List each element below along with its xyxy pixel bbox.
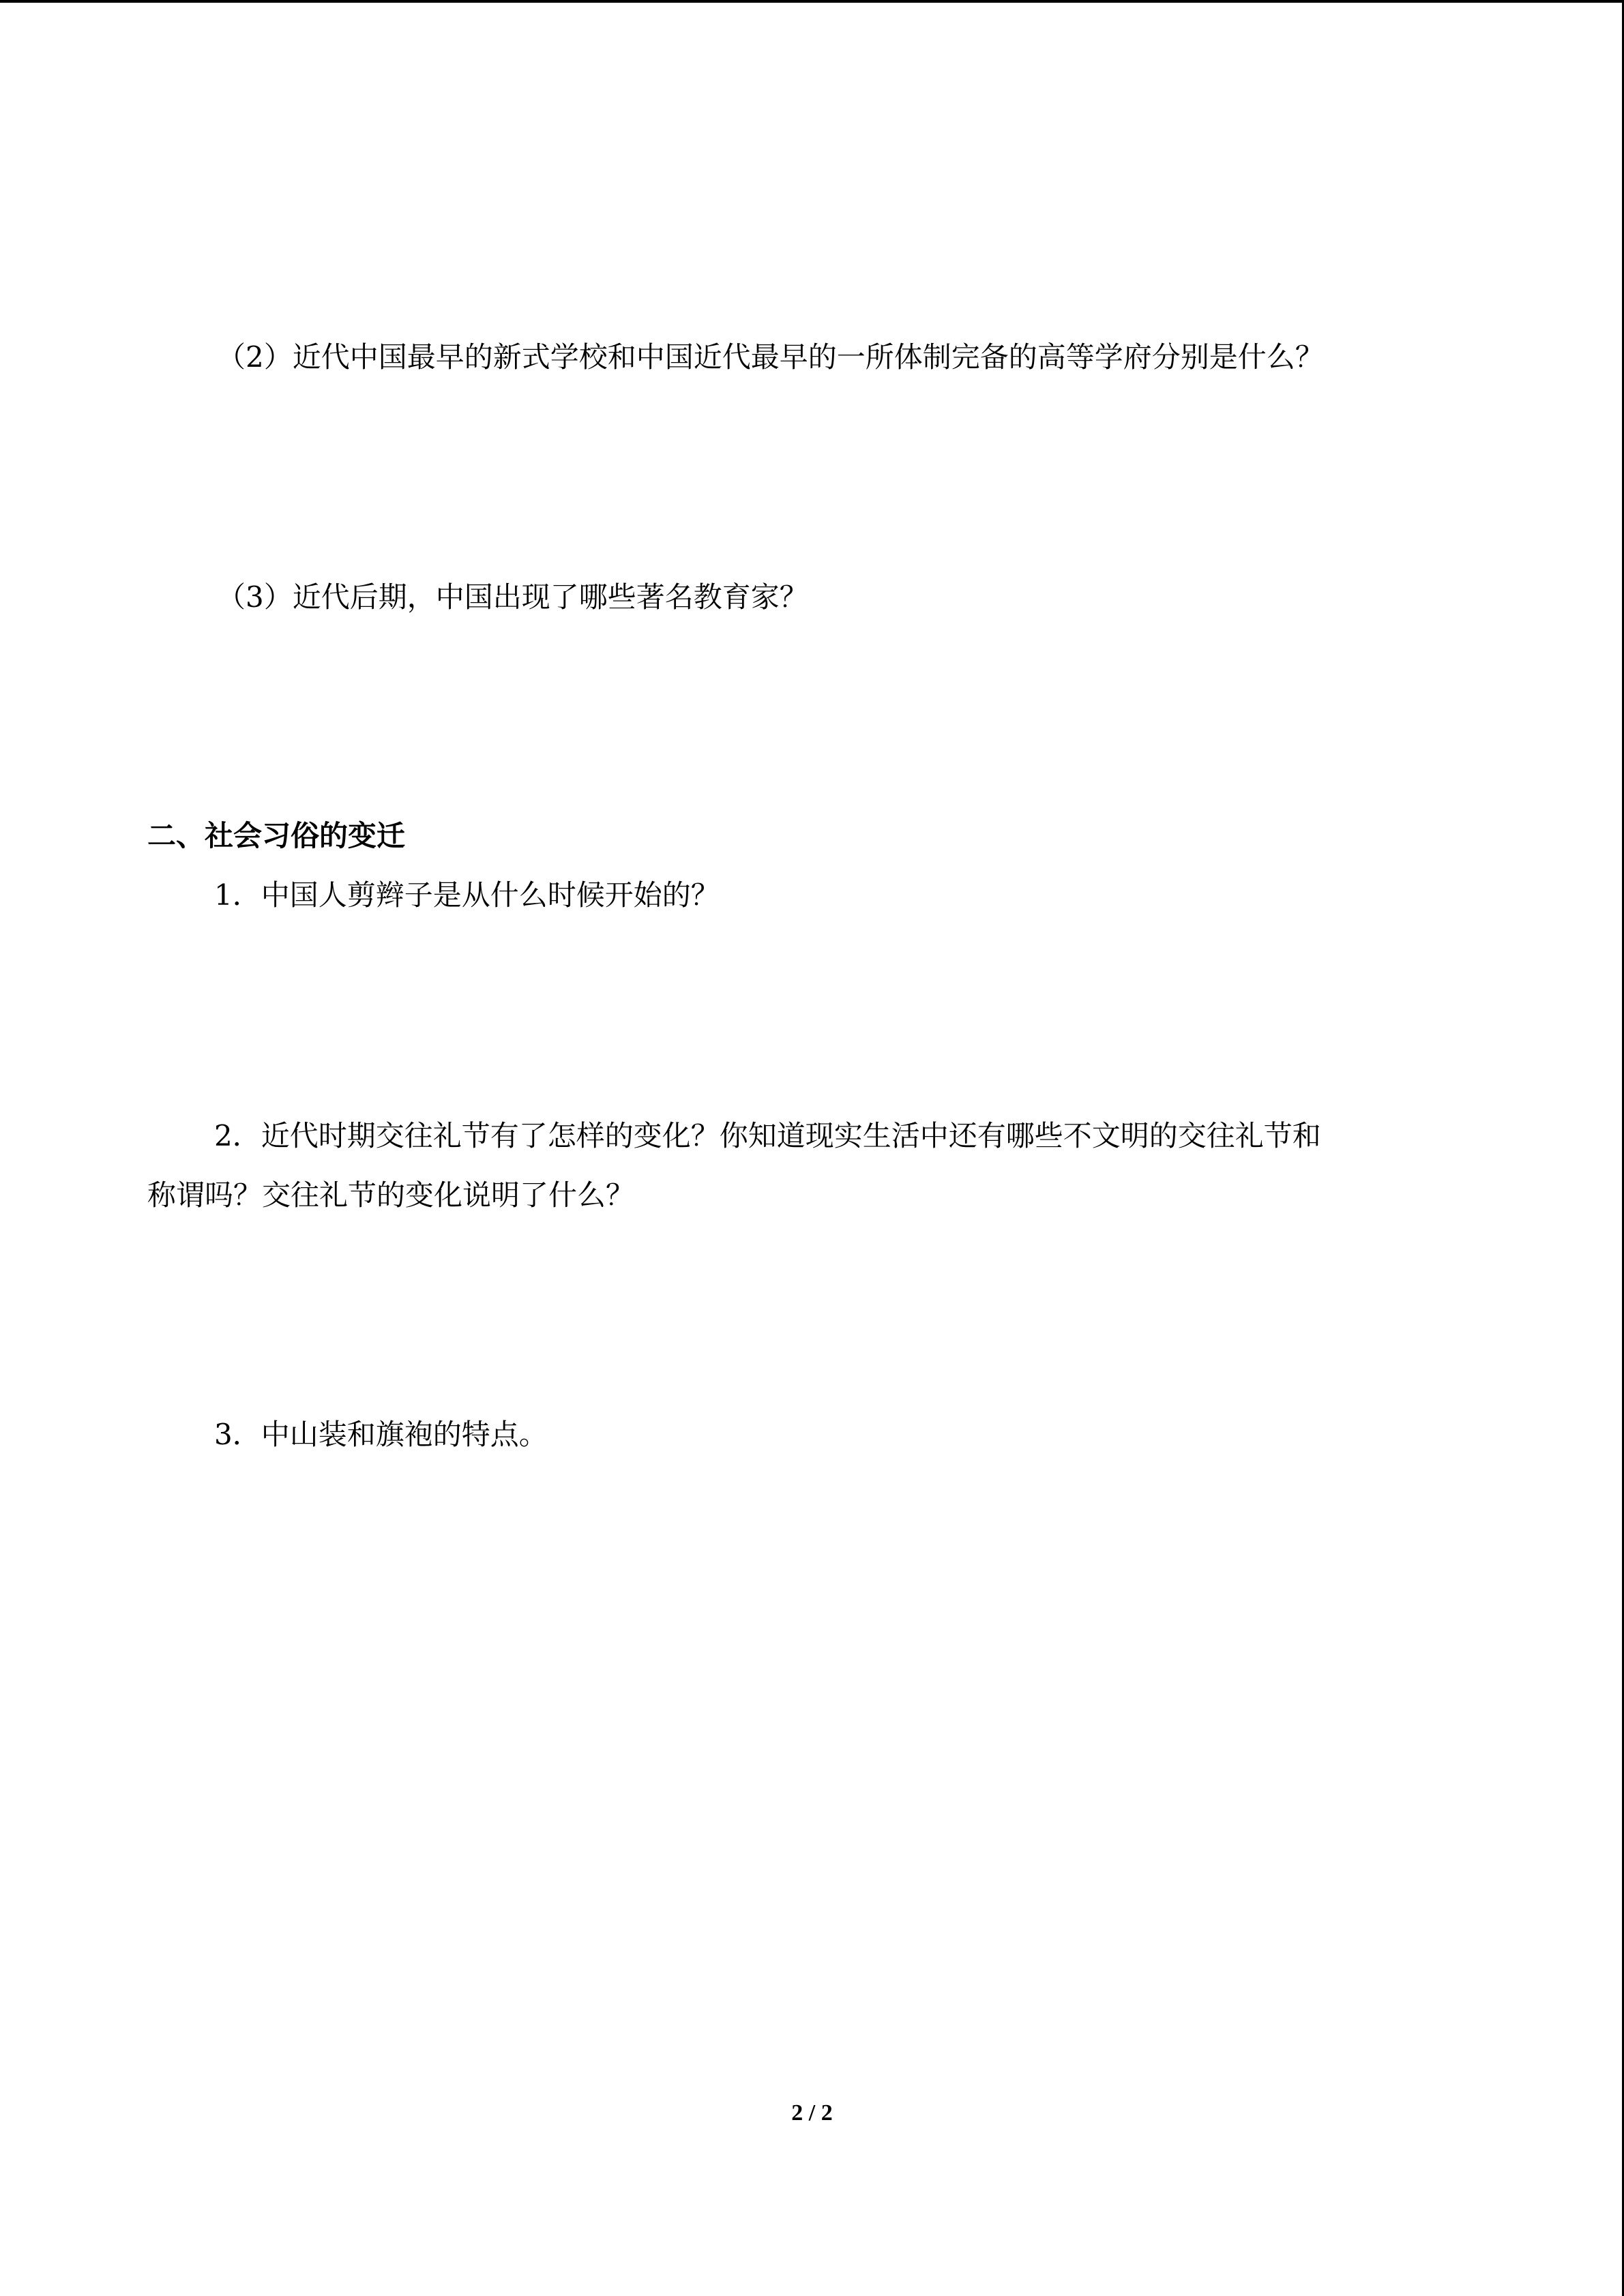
question-2: （2）近代中国最早的新式学校和中国近代最早的一所体制完备的高等学府分别是什么？ [217, 340, 1324, 374]
item-1-queue-cutting: 1．中国人剪辫子是从什么时候开始的？ [214, 878, 720, 912]
item-2-etiquette-line-2: 称谓吗？交往礼节的变化说明了什么？ [147, 1178, 635, 1212]
question-3: （3）近代后期，中国出现了哪些著名教育家？ [217, 580, 808, 614]
page-number: 2 / 2 [791, 2100, 833, 2126]
section-heading-social-customs: 二、社会习俗的变迁 [147, 819, 406, 852]
item-2-etiquette-line-1: 2．近代时期交往礼节有了怎样的变化？你知道现实生活中还有哪些不文明的交往礼节和 [214, 1119, 1321, 1152]
item-3-clothing: 3．中山装和旗袍的特点。 [214, 1418, 548, 1451]
page-top-border [0, 0, 1624, 3]
